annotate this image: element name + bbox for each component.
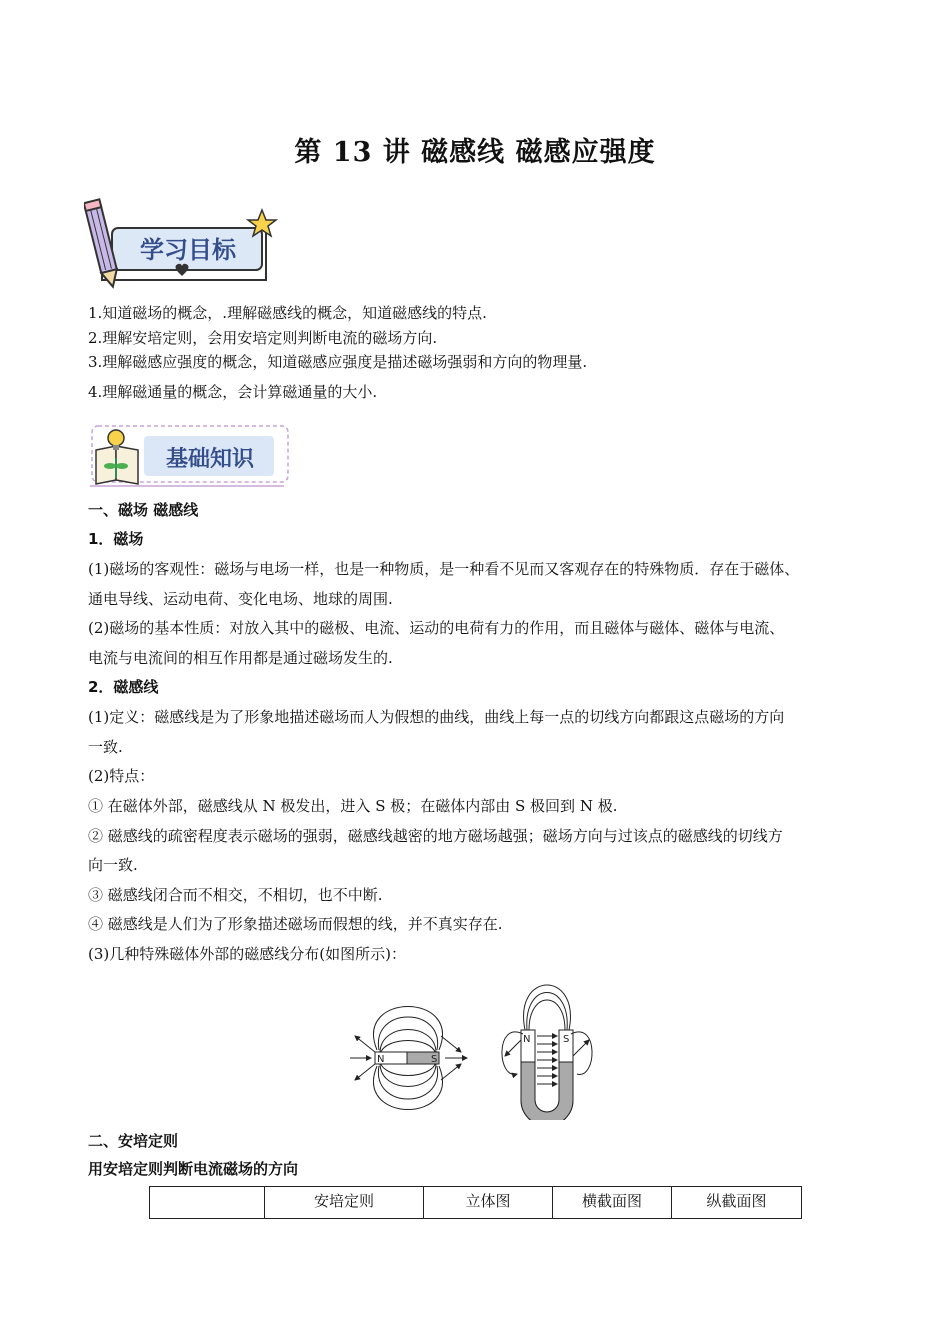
u-n-label: N xyxy=(523,1034,531,1045)
paragraph-line: (1)磁场的客观性：磁场与电场一样，也是一种物质，是一种看不见而又客观存在的特殊物质．存在于磁体、 xyxy=(88,560,800,578)
learning-goals-badge xyxy=(84,198,284,294)
paragraph-line: (1)定义：磁感线是为了形象地描述磁场而人为假想的曲线，曲线上每一点的切线方向都跟这点磁场的方向 xyxy=(88,708,785,726)
paragraph-line: ④ 磁感线是人们为了形象描述磁场而假想的线，并不真实存在. xyxy=(88,915,503,933)
paragraph-line: 一致. xyxy=(88,738,123,756)
magnetic-field-figure xyxy=(345,970,605,1124)
bar-n-label: N xyxy=(377,1054,385,1065)
subsection-heading: 2．磁感线 xyxy=(88,678,159,696)
basic-knowledge-label: 基础知识 xyxy=(165,447,255,472)
table-header-cell xyxy=(150,1187,265,1219)
table-header-cell: 横截面图 xyxy=(553,1187,672,1219)
table-header-cell: 纵截面图 xyxy=(672,1187,802,1219)
u-s-label: S xyxy=(563,1034,570,1045)
paragraph-line: ① 在磁体外部，磁感线从 N 极发出，进入 S 极；在磁体内部由 S 极回到 N 极. xyxy=(88,797,618,815)
paragraph-line: 通电导线、运动电荷、变化电场、地球的周围. xyxy=(88,590,393,608)
basic-knowledge-badge xyxy=(86,422,290,496)
bar-magnet xyxy=(350,1007,467,1110)
u-shaped-magnet xyxy=(502,985,592,1120)
learning-goals-label: 学习目标 xyxy=(140,236,236,264)
subsection-heading: 用安培定则判断电流磁场的方向 xyxy=(88,1160,299,1178)
paragraph-line: 电流与电流间的相互作用都是通过磁场发生的. xyxy=(88,649,393,667)
table-header-cell: 安培定则 xyxy=(265,1187,424,1219)
paragraph-line: (2)磁场的基本性质：对放入其中的磁极、电流、运动的电荷有力的作用，而且磁体与磁体、磁体与电流、 xyxy=(88,619,785,637)
subsection-heading: 1．磁场 xyxy=(88,530,144,548)
goal-item: 3.理解磁感应强度的概念，知道磁感应强度是描述磁场强弱和方向的物理量. xyxy=(88,353,588,371)
section-heading: 一、磁场 磁感线 xyxy=(88,501,199,519)
goal-item: 1.知道磁场的概念，.理解磁感线的概念，知道磁感线的特点. xyxy=(88,304,487,322)
goal-item: 4.理解磁通量的概念，会计算磁通量的大小. xyxy=(88,383,378,401)
paragraph-line: (3)几种特殊磁体外部的磁感线分布(如图所示)： xyxy=(88,945,406,963)
ampere-rule-table xyxy=(149,1186,802,1219)
table-header-row xyxy=(150,1187,802,1219)
paragraph-line: 向一致. xyxy=(88,856,138,874)
paragraph-line: ② 磁感线的疏密程度表示磁场的强弱，磁感线越密的地方磁场越强；磁场方向与过该点的磁感线的切线方 xyxy=(88,827,783,845)
table-header-cell: 立体图 xyxy=(424,1187,553,1219)
pencil-star-icon xyxy=(84,198,284,290)
page-title: 第 13 讲 磁感线 磁感应强度 xyxy=(294,137,656,168)
section-heading: 二、安培定则 xyxy=(88,1132,179,1150)
paragraph-line: (2)特点： xyxy=(88,767,155,785)
goal-item: 2.理解安培定则，会用安培定则判断电流的磁场方向. xyxy=(88,329,438,347)
paragraph-line: ③ 磁感线闭合而不相交，不相切，也不中断. xyxy=(88,886,383,904)
book-bulb-icon xyxy=(86,422,290,492)
bar-s-label: S xyxy=(431,1054,438,1065)
